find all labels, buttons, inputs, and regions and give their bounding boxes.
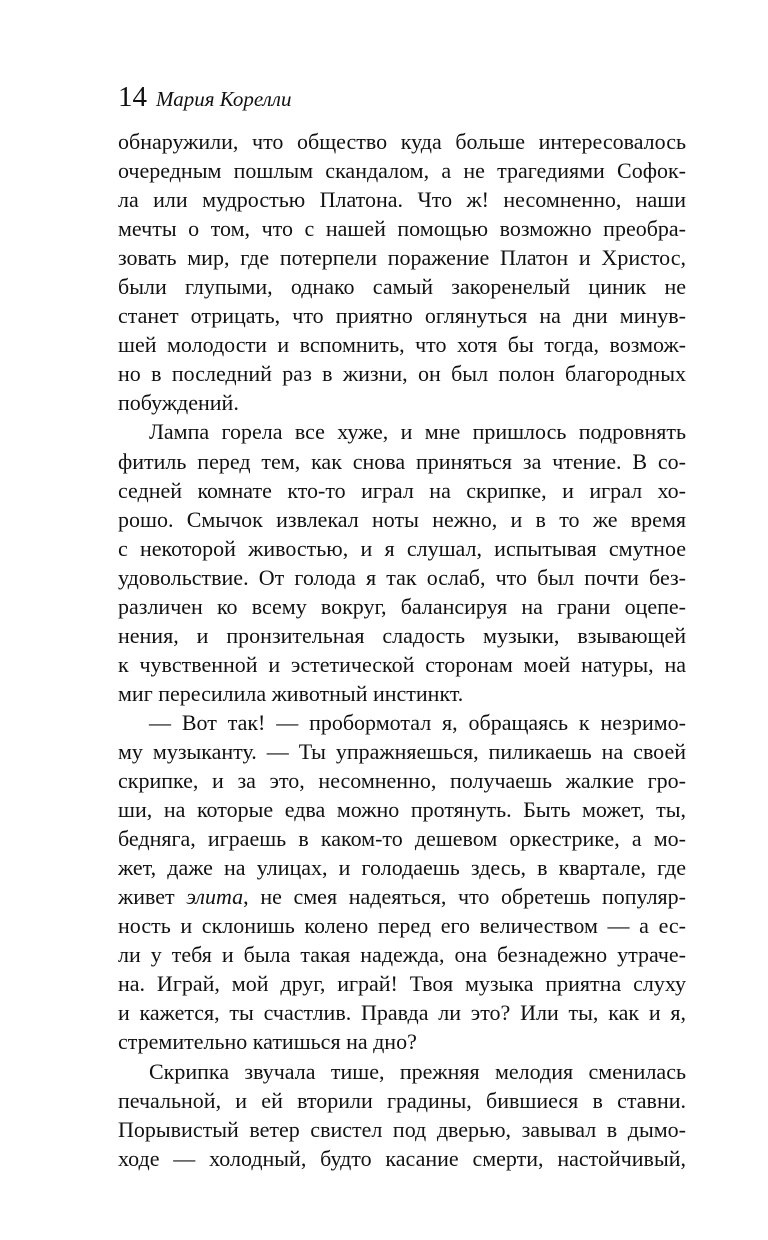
- text-line: к чувственной и эстетической сторонам моей натуры, на: [118, 651, 686, 677]
- text-line: фитиль перед тем, как снова приняться за чтение. В со-: [118, 448, 686, 474]
- text-line: различен ко всему вокруг, балансируя на грани оцепе-: [118, 593, 686, 619]
- text-line: Порывистый ветер свистел под дверью, завывал в дымо-: [118, 1116, 686, 1142]
- text-line: зовать мир, где потерпели поражение Платон и Христос,: [118, 245, 686, 271]
- paragraph-first-line: Лампа горела все хуже, и мне пришлось подровнять: [149, 419, 686, 445]
- text-line: му музыканту. — Ты упражняешься, пиликаешь на своей: [118, 738, 686, 764]
- text-segment: , не смея надеяться, что обретешь популяр-: [243, 884, 686, 910]
- body-text: [118, 127, 686, 1173]
- text-line: удовольствие. От голода я так ослаб, что был почти без-: [118, 564, 686, 590]
- text-line: бедняга, играешь в каком-то дешевом оркестрике, а мо-: [118, 826, 686, 852]
- text-line: рошо. Смычок извлекал ноты нежно, и в то же время: [118, 506, 686, 532]
- text-line: печальной, и ей вторили градины, бившиеся в ставни.: [118, 1087, 686, 1113]
- running-head-author: Мария Корелли: [156, 87, 292, 111]
- text-line: обнаружили, что общество куда больше интересовалось: [118, 129, 686, 154]
- text-line: были глупыми, однако самый закоренелый циник не: [118, 274, 686, 300]
- text-line: мечты о том, что с нашей помощью возможно преобра-: [118, 216, 686, 242]
- text-line: стремительно катишься на дно?: [118, 1029, 417, 1055]
- text-line: с некоторой живостью, и я слушал, испытывая смутное: [118, 535, 686, 561]
- text-line: ла или мудростью Платона. Что ж! несомненно, наши: [118, 187, 686, 213]
- text-line: на. Играй, мой друг, играй! Твоя музыка приятна слуху: [118, 971, 686, 997]
- italic-word: элита: [186, 884, 244, 910]
- page-number: 14: [118, 81, 147, 113]
- text-line: седней комнате кто-то играл на скрипке, и играл хо-: [118, 477, 686, 503]
- text-line: и кажется, ты счастлив. Правда ли это? Или ты, как и я,: [118, 1000, 686, 1026]
- text-line: жет, даже на улицах, и голодаешь здесь, в квартале, где: [118, 855, 686, 881]
- text-line: ши, на которые едва можно протянуть. Быть может, ты,: [118, 797, 686, 823]
- text-segment: живет: [118, 884, 187, 910]
- text-line: нения, и пронзительная сладость музыки, взывающей: [118, 622, 686, 648]
- text-line: скрипке, и за это, несомненно, получаешь жалкие гро-: [118, 768, 686, 794]
- text-line: ность и склонишь колено перед его величеством — а ес-: [118, 913, 686, 939]
- paragraph-first-line: — Вот так! — пробормотал я, обращаясь к незримо-: [149, 709, 686, 735]
- text-line: очередным пошлым скандалом, а не трагедиями Софок-: [118, 158, 686, 184]
- text-line: ходе — холодный, будто касание смерти, настойчивый,: [118, 1145, 686, 1171]
- text-line-with-italic: [118, 882, 686, 911]
- text-line: побуждений.: [118, 390, 239, 416]
- text-line: станет отрицать, что приятно оглянуться на дни минув-: [118, 303, 686, 329]
- text-line: ли у тебя и была такая надежда, она безнадежно утраче-: [118, 942, 686, 968]
- text-line: но в последний раз в жизни, он был полон благородных: [118, 361, 686, 387]
- text-line: миг пересилила животный инстинкт.: [118, 680, 464, 706]
- running-head: [118, 80, 291, 114]
- paragraph-first-line: Скрипка звучала тише, прежняя мелодия сменилась: [149, 1058, 686, 1084]
- text-line: шей молодости и вспомнить, что хотя бы тогда, возмож-: [118, 332, 686, 358]
